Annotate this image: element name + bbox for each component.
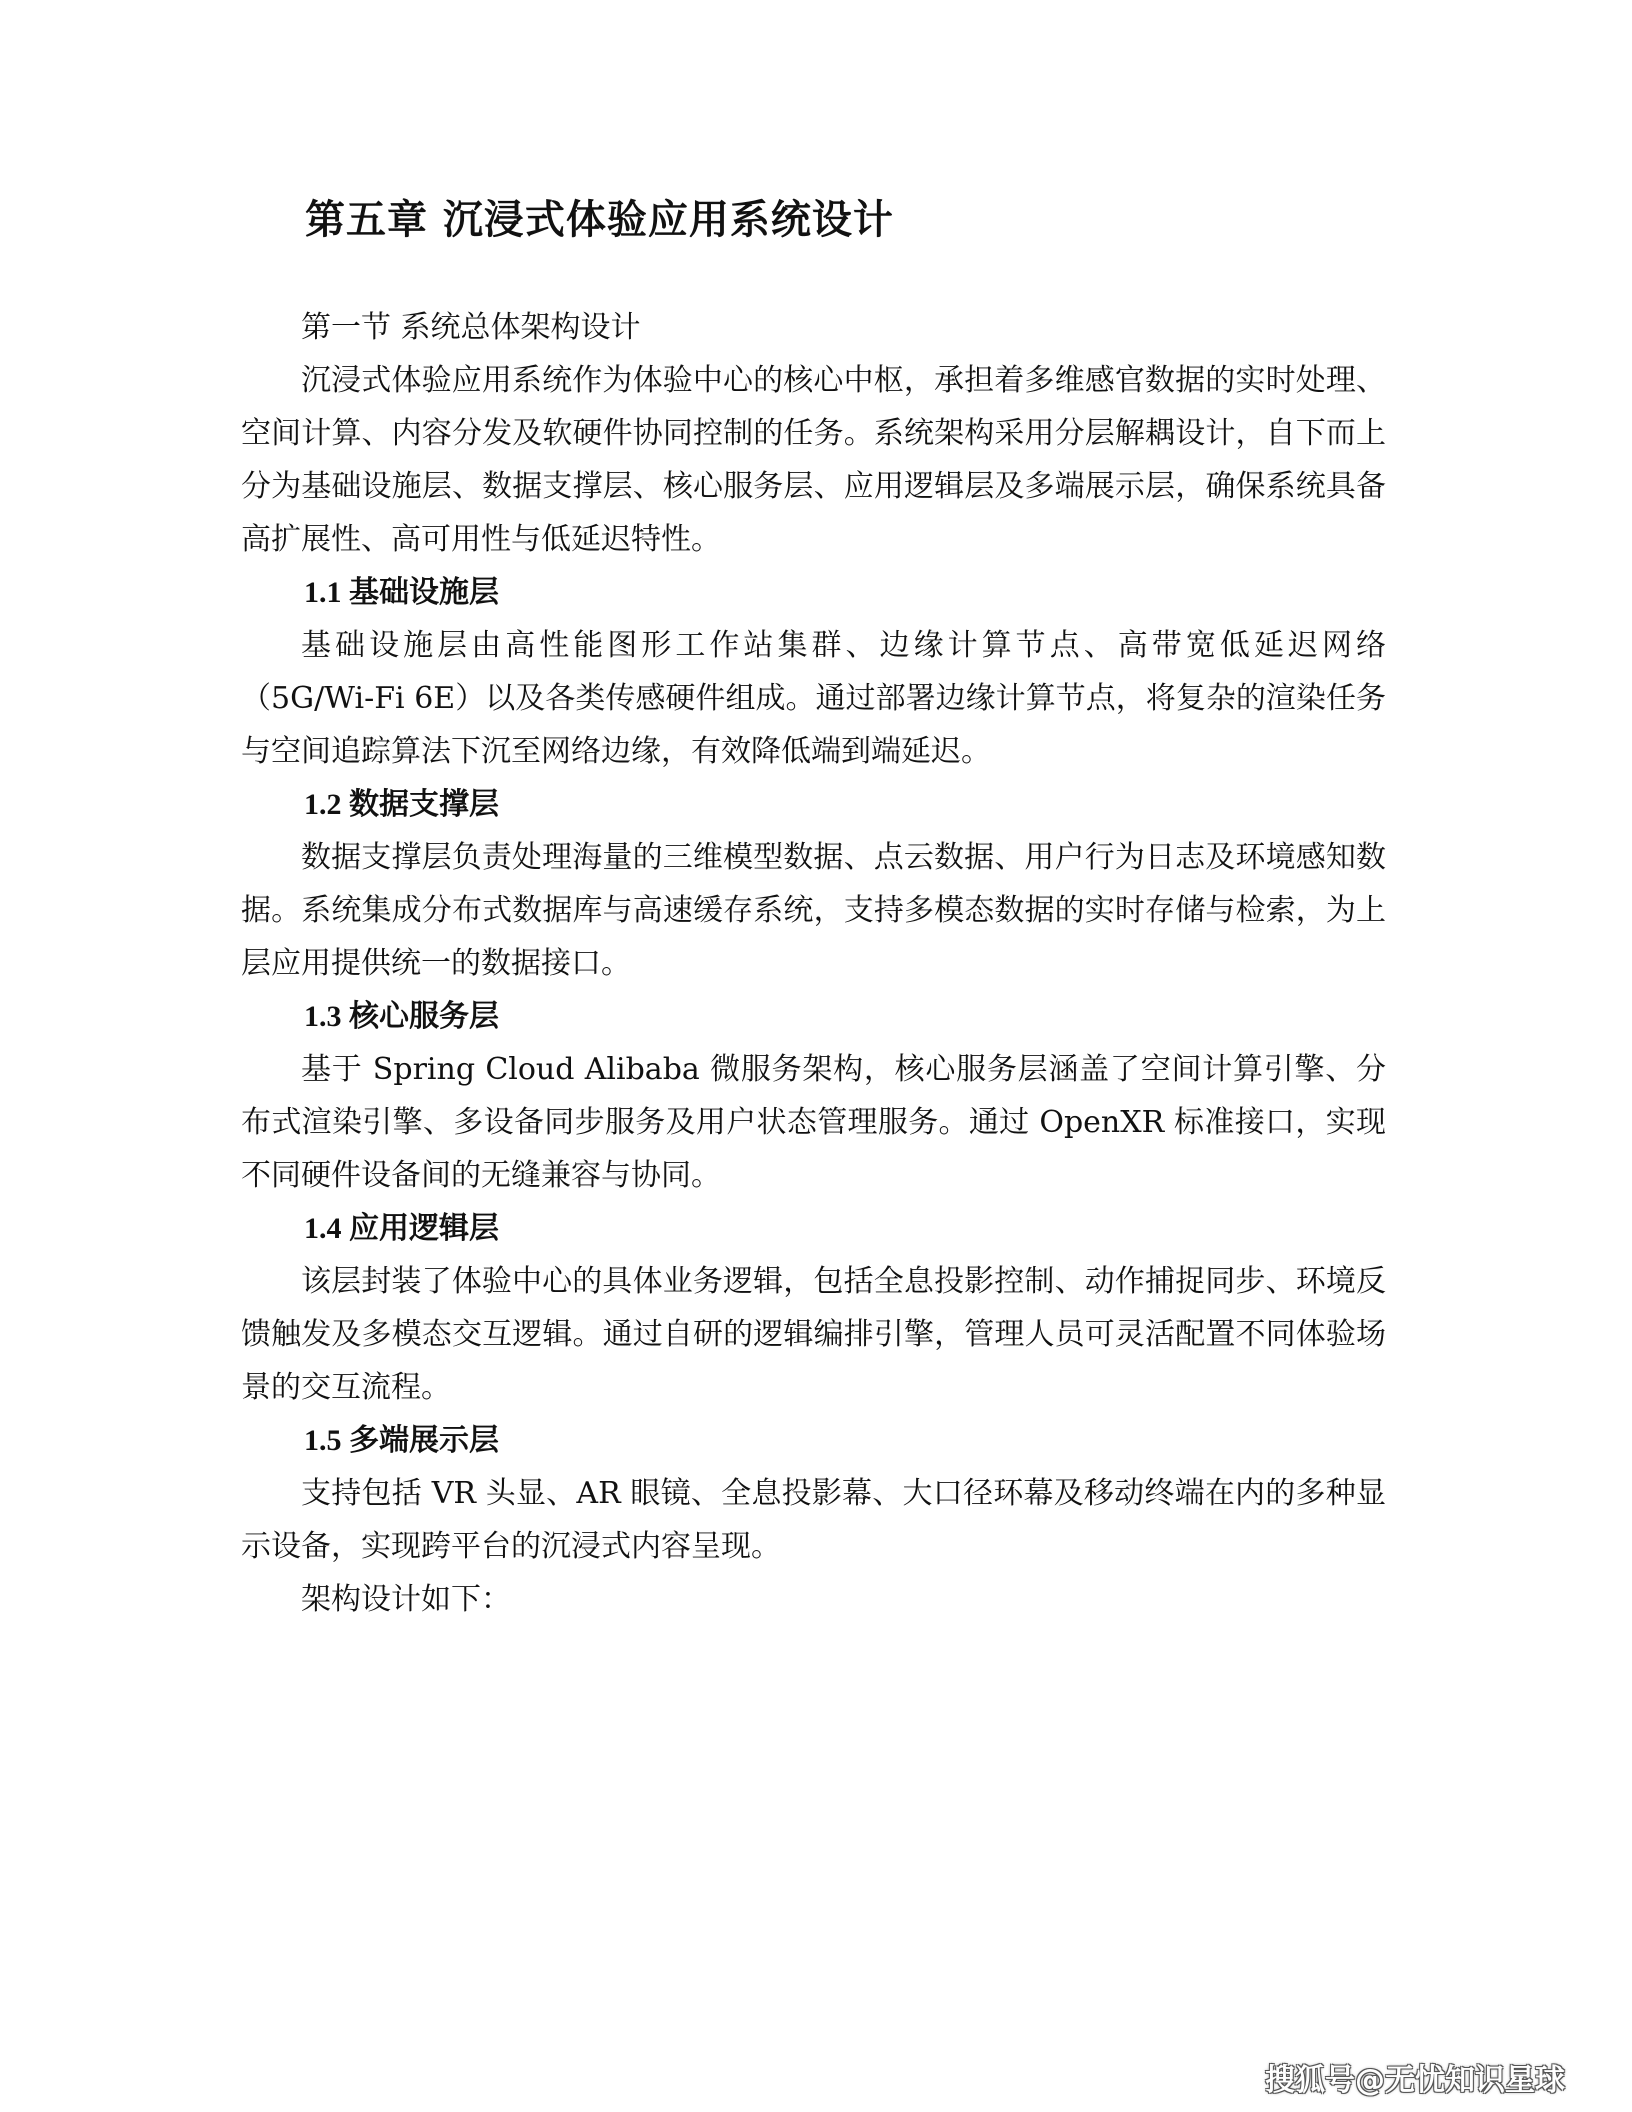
- chapter-title: 第五章 沉浸式体验应用系统设计: [305, 197, 894, 243]
- closing-line: 架构设计如下：: [301, 1582, 511, 1617]
- layer-heading-core-services: 1.3 核心服务层: [304, 1000, 499, 1033]
- intro-paragraph: 沉浸式体验应用系统作为体验中心的核心中枢，承担着多维感官数据的实时处理、空间计算、内容分发及软硬件协同控制的任务。系统架构采用分层解耦设计，自下而上分为基础设施层、数据支撑层、核心服务层、应用逻辑层及多端展示层，确保系统具备高扩展性、高可用性与低延迟特性。: [241, 363, 1386, 557]
- watermark: 搜狐号@无忧知识星球: [1265, 2063, 1565, 2098]
- layer-body-core-services: 基于 Spring Cloud Alibaba 微服务架构，核心服务层涵盖了空间计算引擎、分布式渲染引擎、多设备同步服务及用户状态管理服务。通过 OpenXR 标准接口，实现不同硬件设备间的无缝兼容与协同。: [241, 1052, 1386, 1193]
- layer-heading-data-support: 1.2 数据支撑层: [304, 788, 499, 821]
- layer-body-infrastructure: 基础设施层由高性能图形工作站集群、边缘计算节点、高带宽低延迟网络（5G/Wi-Fi 6E）以及各类传感硬件组成。通过部署边缘计算节点，将复杂的渲染任务与空间追踪算法下沉至网络边缘，有效降低端到端延迟。: [241, 628, 1386, 769]
- layer-body-app-logic: 该层封装了体验中心的具体业务逻辑，包括全息投影控制、动作捕捉同步、环境反馈触发及多模态交互逻辑。通过自研的逻辑编排引擎，管理人员可灵活配置不同体验场景的交互流程。: [241, 1264, 1386, 1405]
- layer-body-data-support: 数据支撑层负责处理海量的三维模型数据、点云数据、用户行为日志及环境感知数据。系统集成分布式数据库与高速缓存系统，支持多模态数据的实时存储与检索，为上层应用提供统一的数据接口。: [241, 840, 1386, 981]
- layer-heading-app-logic: 1.4 应用逻辑层: [304, 1212, 499, 1245]
- layer-heading-infrastructure: 1.1 基础设施层: [304, 576, 499, 609]
- layer-body-multi-display: 支持包括 VR 头显、AR 眼镜、全息投影幕、大口径环幕及移动终端在内的多种显示设备，实现跨平台的沉浸式内容呈现。: [241, 1476, 1386, 1564]
- section-heading: 第一节 系统总体架构设计: [301, 310, 641, 345]
- document-body: [241, 301, 1386, 1626]
- layer-heading-multi-display: 1.5 多端展示层: [304, 1424, 499, 1457]
